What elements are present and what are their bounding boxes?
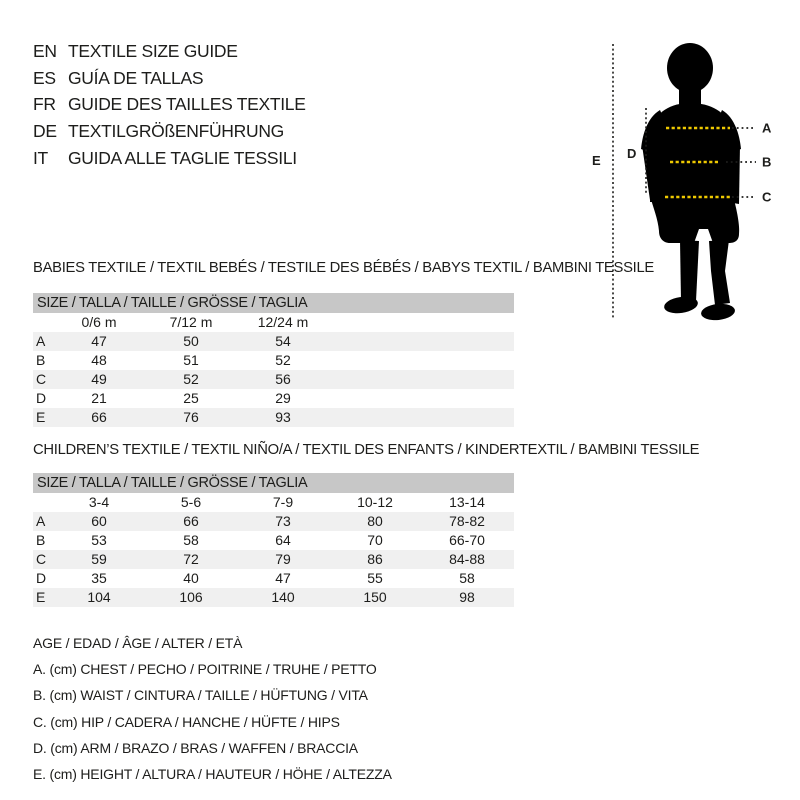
waist-label: B bbox=[762, 154, 772, 170]
row-label: A bbox=[36, 513, 46, 529]
value-cell: 66 bbox=[91, 409, 107, 425]
value-cell: 48 bbox=[91, 352, 107, 368]
row-filler bbox=[329, 389, 514, 408]
column-header: 7/12 m bbox=[169, 314, 213, 330]
column-header: 12/24 m bbox=[257, 314, 309, 330]
value-cell: 106 bbox=[179, 589, 203, 605]
value-cell: 52 bbox=[183, 371, 199, 387]
table-row bbox=[33, 550, 514, 569]
children-size-header-bar: SIZE / TALLA / TAILLE / GRÖSSE / TAGLIA bbox=[33, 473, 514, 493]
hip-label: C bbox=[762, 189, 772, 205]
column-header: 5-6 bbox=[180, 494, 202, 510]
value-cell: 59 bbox=[91, 551, 107, 567]
legend-line: C. (cm) HIP / CADERA / HANCHE / HÜFTE / HIPS bbox=[33, 713, 340, 730]
row-label: B bbox=[36, 352, 46, 368]
language-code: DE bbox=[33, 121, 57, 142]
value-cell: 64 bbox=[275, 532, 291, 548]
value-cell: 49 bbox=[91, 371, 107, 387]
value-cell: 80 bbox=[367, 513, 383, 529]
legend-line: AGE / EDAD / ÂGE / ALTER / ETÀ bbox=[33, 635, 243, 651]
row-label: E bbox=[36, 589, 46, 605]
table-row bbox=[33, 351, 514, 370]
language-row bbox=[33, 38, 306, 65]
row-filler bbox=[513, 550, 514, 569]
value-cell: 70 bbox=[367, 532, 383, 548]
value-cell: 21 bbox=[91, 390, 107, 406]
height-label: E bbox=[592, 153, 601, 168]
value-cell: 79 bbox=[275, 551, 291, 567]
children-column-header-row bbox=[33, 493, 514, 512]
row-label: E bbox=[36, 409, 46, 425]
value-cell: 47 bbox=[275, 570, 291, 586]
silhouette-right-leg bbox=[709, 240, 730, 305]
column-header: 3-4 bbox=[88, 494, 110, 510]
row-filler bbox=[513, 512, 514, 531]
language-label: GUÍA DE TALLAS bbox=[68, 67, 204, 88]
legend-line: A. (cm) CHEST / PECHO / POITRINE / TRUHE / PETTO bbox=[33, 661, 377, 678]
babies-size-table bbox=[33, 293, 514, 427]
babies-column-header-row bbox=[33, 313, 514, 332]
value-cell: 58 bbox=[183, 532, 199, 548]
language-code: ES bbox=[33, 67, 56, 88]
value-cell: 50 bbox=[183, 333, 199, 349]
language-code: EN bbox=[33, 41, 57, 61]
language-row bbox=[33, 118, 306, 145]
value-cell: 86 bbox=[367, 551, 383, 567]
language-label: GUIDE DES TAILLES TEXTILE bbox=[68, 94, 306, 115]
value-cell: 73 bbox=[275, 513, 291, 529]
column-header-filler bbox=[329, 313, 514, 332]
value-cell: 98 bbox=[459, 589, 475, 605]
babies-section-title: BABIES TEXTILE / TEXTIL BEBÉS / TESTILE DES BÉBÉS / BABYS TEXTIL / BAMBINI TESSILE bbox=[33, 260, 654, 276]
value-cell: 66-70 bbox=[449, 532, 485, 548]
row-label: A bbox=[36, 333, 46, 349]
value-cell: 29 bbox=[275, 390, 291, 406]
silhouette-right-arm bbox=[725, 145, 740, 204]
value-cell: 55 bbox=[367, 570, 383, 586]
table-row bbox=[33, 332, 514, 351]
value-cell: 84-88 bbox=[449, 551, 485, 567]
value-cell: 47 bbox=[91, 333, 107, 349]
row-label: D bbox=[36, 390, 47, 406]
value-cell: 150 bbox=[363, 589, 387, 605]
value-cell: 54 bbox=[275, 333, 291, 349]
children-size-table bbox=[33, 473, 514, 607]
value-cell: 66 bbox=[183, 513, 199, 529]
language-label: TEXTILGRÖßENFÜHRUNG bbox=[68, 121, 284, 142]
chest-label: A bbox=[762, 120, 772, 136]
column-header: 7-9 bbox=[272, 494, 294, 510]
row-filler bbox=[513, 588, 514, 607]
value-cell: 25 bbox=[183, 390, 199, 406]
value-cell: 56 bbox=[275, 371, 291, 387]
column-header: 0/6 m bbox=[81, 314, 117, 330]
value-cell: 52 bbox=[275, 352, 291, 368]
column-header-spacer bbox=[33, 313, 53, 332]
column-header-spacer bbox=[33, 493, 53, 512]
table-row bbox=[33, 531, 514, 550]
legend-line: D. (cm) ARM / BRAZO / BRAS / WAFFEN / BRACCIA bbox=[33, 739, 358, 756]
value-cell: 60 bbox=[91, 513, 107, 529]
language-code: IT bbox=[33, 147, 48, 168]
child-silhouette-icon bbox=[641, 43, 741, 322]
table-row bbox=[33, 512, 514, 531]
row-filler bbox=[329, 351, 514, 370]
value-cell: 104 bbox=[87, 589, 111, 605]
arm-label: D bbox=[627, 146, 637, 161]
value-cell: 40 bbox=[183, 570, 199, 586]
table-row bbox=[33, 370, 514, 389]
value-cell: 51 bbox=[183, 352, 199, 368]
table-row bbox=[33, 588, 514, 607]
row-filler bbox=[329, 408, 514, 427]
row-label: C bbox=[36, 371, 47, 387]
language-label: TEXTILE SIZE GUIDE bbox=[68, 41, 238, 61]
language-row bbox=[33, 145, 306, 172]
language-header bbox=[33, 38, 306, 172]
row-filler bbox=[329, 332, 514, 351]
silhouette-right-shoe bbox=[700, 302, 735, 321]
value-cell: 35 bbox=[91, 570, 107, 586]
column-header: 13-14 bbox=[449, 494, 485, 510]
value-cell: 78-82 bbox=[449, 513, 485, 529]
measurement-legend bbox=[33, 630, 392, 787]
children-section-title: CHILDREN’S TEXTILE / TEXTIL NIÑO/A / TEXTIL DES ENFANTS / KINDERTEXTIL / BAMBINI TESSILE bbox=[33, 442, 700, 458]
language-code: FR bbox=[33, 94, 56, 115]
row-label: C bbox=[36, 551, 47, 567]
row-filler bbox=[329, 370, 514, 389]
row-label: B bbox=[36, 532, 46, 548]
silhouette-left-leg bbox=[680, 240, 699, 301]
language-row bbox=[33, 65, 306, 92]
children-table-body bbox=[33, 512, 514, 607]
row-filler bbox=[513, 531, 514, 550]
value-cell: 93 bbox=[275, 409, 291, 425]
value-cell: 53 bbox=[91, 532, 107, 548]
babies-table-body bbox=[33, 332, 514, 427]
babies-size-header-bar: SIZE / TALLA / TAILLE / GRÖSSE / TAGLIA bbox=[33, 293, 514, 313]
silhouette-shorts bbox=[650, 196, 739, 243]
child-measurement-figure bbox=[580, 30, 800, 330]
language-label: GUIDA ALLE TAGLIE TESSILI bbox=[68, 147, 297, 168]
value-cell: 140 bbox=[271, 589, 295, 605]
language-row bbox=[33, 91, 306, 118]
column-header-filler bbox=[513, 493, 514, 512]
value-cell: 76 bbox=[183, 409, 199, 425]
legend-line: E. (cm) HEIGHT / ALTURA / HAUTEUR / HÖHE / ALTEZZA bbox=[33, 766, 392, 783]
column-header: 10-12 bbox=[357, 494, 393, 510]
row-label: D bbox=[36, 570, 47, 586]
table-row bbox=[33, 408, 514, 427]
legend-line: B. (cm) WAIST / CINTURA / TAILLE / HÜFTUNG / VITA bbox=[33, 687, 368, 704]
table-row bbox=[33, 569, 514, 588]
value-cell: 58 bbox=[459, 570, 475, 586]
table-row bbox=[33, 389, 514, 408]
row-filler bbox=[513, 569, 514, 588]
value-cell: 72 bbox=[183, 551, 199, 567]
